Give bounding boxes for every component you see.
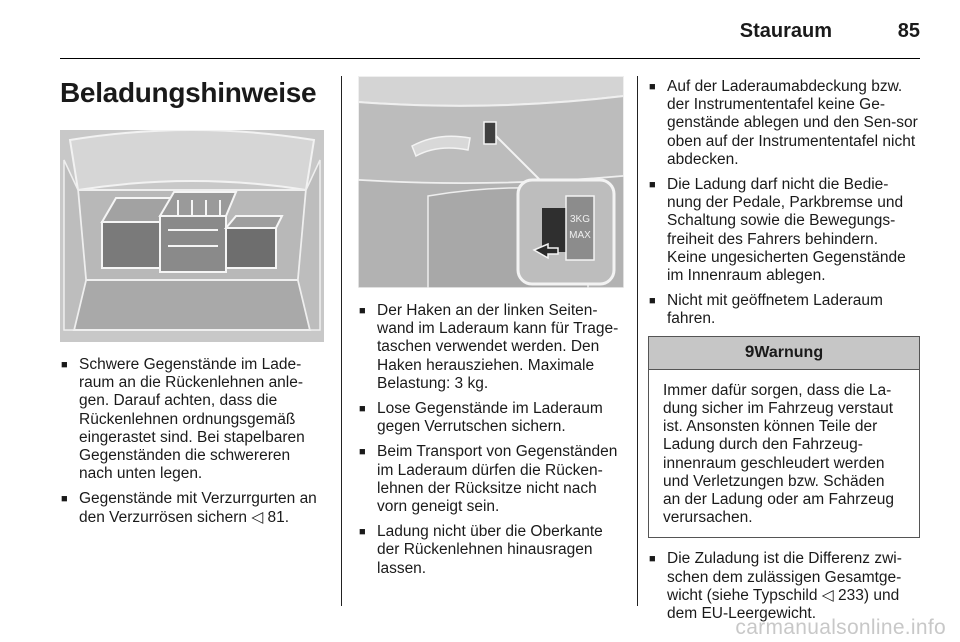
list-item: ■ Schwere Gegenstände im Lade-raum an die Rückenlehnen anle-gen. Darauf achten, dass die Rückenlehnen ordnungsgemäß eingerastet sind. Bei stapelbaren Gegenständen die schwereren nach unten legen.	[60, 356, 325, 483]
warning-title: Warnung	[754, 343, 824, 361]
column-divider-right	[637, 76, 638, 606]
list-item: ■ Der Haken an der linken Seiten-wand im Laderaum kann für Trage-taschen verwendet werden. Den Haken herausziehen. Maximale Belastung: 3 kg.	[358, 302, 624, 393]
hook-label-line2: MAX	[569, 230, 591, 241]
col3-list-top	[648, 78, 920, 329]
column-3	[648, 78, 920, 630]
list-item: ■ Lose Gegenstände im Laderaum gegen Verrutschen sichern.	[358, 400, 624, 436]
section-title: Stauraum	[739, 20, 832, 42]
warning-header	[649, 337, 919, 370]
list-item: ■ Nicht mit geöffnetem Laderaum fahren.	[648, 292, 920, 328]
trunk-load-illustration	[60, 130, 324, 342]
column-2	[358, 72, 624, 585]
col2-list	[358, 302, 624, 578]
column-divider-left	[341, 76, 342, 606]
list-item: ■ Die Zuladung ist die Differenz zwi-schen dem zulässigen Gesamtge-wicht (siehe Typschild ◁ 233) und dem EU-Leergewicht.	[648, 550, 920, 623]
warning-text: Immer dafür sorgen, dass die La-dung sicher im Fahrzeug verstaut ist. Ansonsten können Teile der Ladung durch den Fahrzeug-innenraum geschleudert werden und Verletzungen bzw. Schäden an der Ladung oder am Fahrzeug verursachen.	[663, 381, 894, 527]
page-number: 85	[897, 20, 920, 42]
col1-list	[60, 356, 325, 527]
warning-triangle-icon: 9	[744, 341, 755, 361]
list-item: ■ Auf der Laderaumabdeckung bzw. der Instrumententafel keine Ge-genstände ablegen und den Sen-sor oben auf der Instrumententafel nicht abdecken.	[648, 78, 920, 169]
header-rule	[60, 58, 920, 59]
column-1	[60, 72, 325, 534]
list-item: ■ Die Ladung darf nicht die Bedie-nung der Pedale, Parkbremse und Schaltung sowie die Bewegungs-freiheit des Fahrers behindern. Keine ungesicherten Gegenstände im Innenraum ablegen.	[648, 176, 920, 285]
list-item: ■ Ladung nicht über die Oberkante der Rückenlehnen hinausragen lassen.	[358, 523, 624, 578]
bag-hook-illustration	[358, 76, 624, 288]
hook-label-line1: 3KG	[569, 214, 591, 225]
list-item: ■ Gegenstände mit Verzurrgurten an den Verzurrösen sichern ◁ 81.	[60, 490, 325, 526]
list-item: ■ Beim Transport von Gegenständen im Laderaum dürfen die Rücken-lehnen der Rücksitze nicht nach vorn geneigt sein.	[358, 443, 624, 516]
page-heading: Beladungshinweise	[60, 77, 317, 108]
col3-list-bottom	[648, 550, 920, 623]
watermark-brand: carmanualsonline.info	[735, 616, 946, 639]
warning-box	[648, 336, 920, 539]
